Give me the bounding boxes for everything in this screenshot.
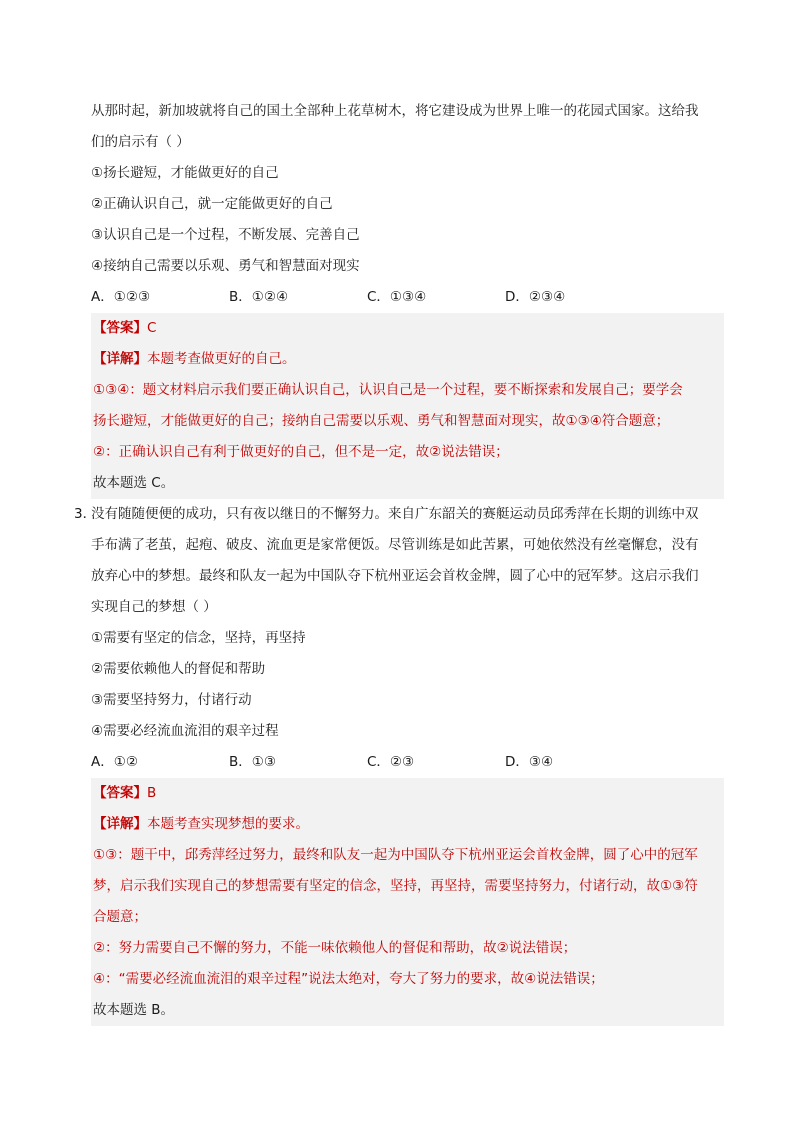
q3-stem-line-1 [74, 499, 724, 530]
content-column [74, 96, 724, 1026]
q2-answer-label: 【答案】 [93, 320, 147, 336]
q2-analysis-text: ：正确认识自己有利于做更好的自己，但不是一定，故②说法错误； [105, 444, 509, 460]
q2-statement-3: ③认识自己是一个过程，不断发展、完善自己 [91, 227, 360, 243]
q3-detail [93, 809, 722, 840]
q3-detail-text: 本题考查实现梦想的要求。 [147, 816, 309, 832]
q2-statement-4: ④接纳自己需要以乐观、勇气和智慧面对现实 [91, 258, 360, 274]
q3-answer-label: 【答案】 [93, 785, 147, 801]
q3-analysis-line-5 [93, 964, 722, 995]
q3-stem-line-2: 手布满了老茧，起疱、破皮、流血更是家常便饭。尽管训练是如此苦累，可她依然没有丝毫懈怠，没有 [91, 537, 699, 553]
q3-analysis-text: ：题干中，邱秀萍经过努力，最终和队友一起为中国队夺下杭州亚运会首枚金牌，圆了心中的冠军 [117, 847, 698, 863]
q3-statement-1: ①需要有坚定的信念，坚持，再坚持 [91, 630, 306, 646]
q2-options [91, 282, 724, 313]
q2-analysis-lead: ①③④ [93, 382, 130, 398]
q3-option-b: B．①③ [229, 754, 276, 770]
q2-option-b: B．①②④ [229, 289, 289, 305]
q3-conclusion: 故本题选 B。 [93, 1002, 175, 1018]
q3-analysis-lead: ④ [93, 971, 106, 987]
q2-analysis-line-3 [93, 437, 722, 468]
q2-answer-block [91, 313, 724, 499]
q2-stem-line-1: 从那时起，新加坡就将自己的国土全部种上花草树木，将它建设成为世界上唯一的花园式国家。这给我 [91, 103, 699, 119]
q3-stem-text: 没有随随便便的成功，只有夜以继日的不懈努力。来自广东韶关的赛艇运动员邱秀萍在长期的训练中双 [91, 506, 699, 522]
q3-statement-2: ②需要依赖他人的督促和帮助 [91, 661, 266, 677]
q3-analysis-text: 合题意； [93, 909, 147, 925]
q3-stem-line-3: 放弃心中的梦想。最终和队友一起为中国队夺下杭州亚运会首枚金牌，圆了心中的冠军梦。这启示我们 [91, 568, 699, 584]
q2-analysis-line-2 [93, 406, 722, 437]
q3-options [91, 747, 724, 778]
q3-analysis-lead: ② [93, 940, 106, 956]
q2-option-d: D．②③④ [505, 289, 566, 305]
q3-answer-value: B [147, 785, 157, 801]
q3-analysis-line-4 [93, 933, 722, 964]
q3-option-a: A．①② [91, 754, 138, 770]
q2-answer [93, 313, 722, 344]
q3-stem-line-4: 实现自己的梦想（ ） [91, 599, 217, 615]
q3-answer-block [91, 778, 724, 1026]
q3-option-c: C．②③ [367, 754, 415, 770]
q3-analysis-lead: ①③ [93, 847, 118, 863]
q3-analysis-text: ：“需要必经流血流泪的艰辛过程”说法太绝对，夸大了努力的要求，故④说法错误； [105, 971, 604, 987]
q2-statement-1: ①扬长避短，才能做更好的自己 [91, 165, 279, 181]
q3-statement-4: ④需要必经流血流泪的艰辛过程 [91, 723, 279, 739]
q3-option-d: D．③④ [505, 754, 554, 770]
q3-number: 3． [74, 506, 97, 522]
q3-analysis-text: 梦，启示我们实现自己的梦想需要有坚定的信念，坚持，再坚持，需要坚持努力，付诸行动，故①③符 [93, 878, 698, 894]
q2-detail-text: 本题考查做更好的自己。 [147, 351, 296, 367]
q3-statement-3: ③需要坚持努力，付诸行动 [91, 692, 252, 708]
q3-answer [93, 778, 722, 809]
q3-detail-label: 【详解】 [93, 816, 147, 832]
q3-analysis-line-3 [93, 902, 722, 933]
q2-detail [93, 344, 722, 375]
q3-analysis-text: ：努力需要自己不懈的努力，不能一味依赖他人的督促和帮助，故②说法错误； [105, 940, 577, 956]
q2-answer-value: C [147, 320, 157, 336]
q3-analysis-line-1 [93, 840, 722, 871]
q2-option-a: A．①②③ [91, 289, 151, 305]
q2-analysis-line-1 [93, 375, 722, 406]
q2-analysis-text: ：题文材料启示我们要正确认识自己，认识自己是一个过程，要不断探索和发展自己；要学会 [129, 382, 683, 398]
q2-statement-2: ②正确认识自己，就一定能做更好的自己 [91, 196, 333, 212]
q2-conclusion: 故本题选 C。 [93, 475, 175, 491]
q2-option-c: C．①③④ [367, 289, 427, 305]
q2-stem-line-2: 们的启示有（ ） [91, 134, 190, 150]
q2-detail-label: 【详解】 [93, 351, 147, 367]
q2-analysis-lead: ② [93, 444, 106, 460]
q2-analysis-text: 扬长避短，才能做更好的自己；接纳自己需要以乐观、勇气和智慧面对现实，故①③④符合题意； [93, 413, 670, 429]
q3-analysis-line-2 [93, 871, 722, 902]
